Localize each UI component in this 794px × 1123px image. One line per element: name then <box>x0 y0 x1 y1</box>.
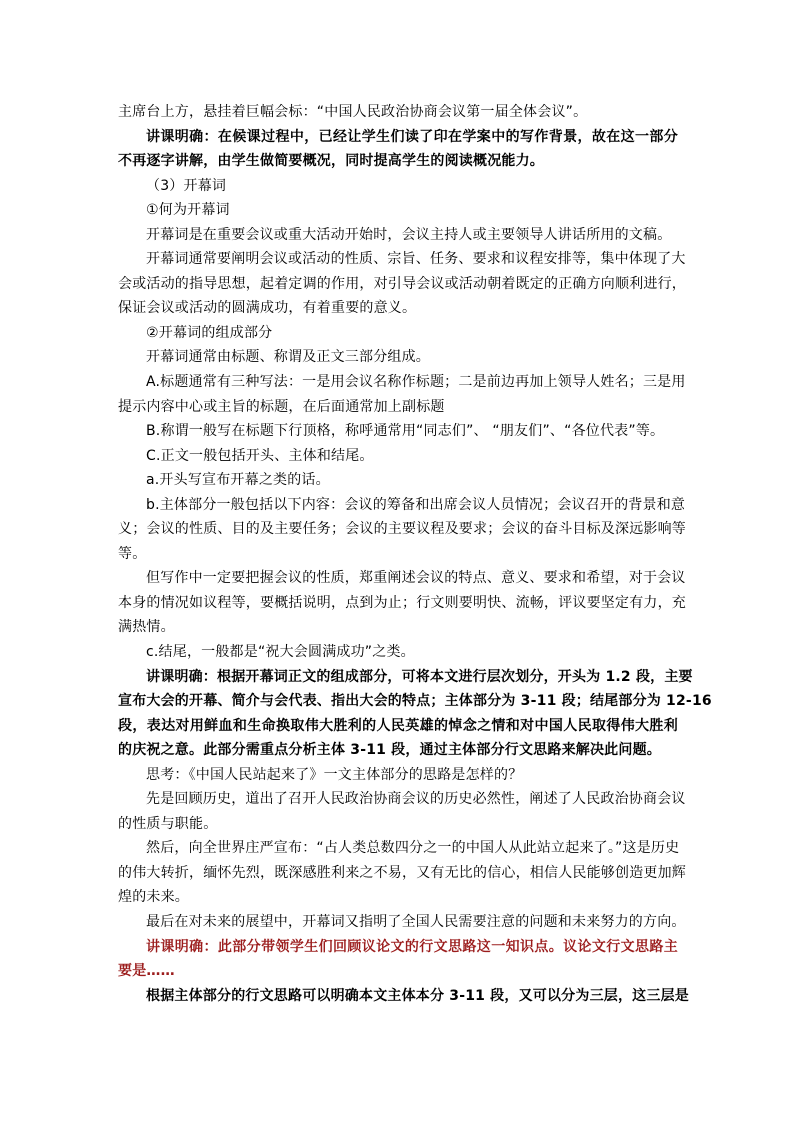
lecture-note-line: 的庆祝之意。此部分需重点分析主体 3-11 段，通过主体部分行文思路来解决此问题。 <box>118 742 661 758</box>
paragraph-line: a.开头写宣布开幕之类的话。 <box>146 472 330 488</box>
paragraph-line: 开幕词是在重要会议或重大活动开始时，会议主持人或主要领导人讲话所用的文稿。 <box>146 227 672 243</box>
lecture-note-line: 段，表达对用鲜血和生命换取伟大胜利的人民英雄的悼念之情和对中国人民取得伟大胜利 <box>118 718 678 734</box>
paragraph-line: A.标题通常有三种写法：一是用会议名称作标题；二是前边再加上领导人姓名；三是用 <box>146 374 686 390</box>
paragraph-line: 义；会议的性质、目的及主要任务；会议的主要议程及要求；会议的奋斗目标及深远影响等 <box>118 521 686 537</box>
paragraph-line: 的性质与职能。 <box>118 816 218 832</box>
paragraph-line: 满热情。 <box>118 619 175 635</box>
paragraph-line-bold: 根据主体部分的行文思路可以明确本文主体本分 3-11 段，又可以分为三层，这三层是 <box>146 988 689 1004</box>
paragraph-line: 保证会议或活动的圆满成功，有着重要的意义。 <box>118 300 417 316</box>
paragraph-line: 等。 <box>118 546 147 562</box>
lecture-note-line: 讲课明确：在候课过程中，已经让学生们读了印在学案中的写作背景，故在这一部分 <box>146 129 678 145</box>
paragraph-line: 开幕词通常由标题、称谓及正文三部分组成。 <box>146 349 430 365</box>
paragraph-line: 会或活动的指导思想，起着定调的作用，对引导会议或活动朝着既定的正确方向顺利进行， <box>118 276 686 292</box>
paragraph-line: 主席台上方，悬挂着巨幅会标：“中国人民政治协商会议第一届全体会议”。 <box>118 104 588 120</box>
question-line: 思考：《中国人民站起来了》一文主体部分的思路是怎样的？ <box>146 767 523 783</box>
paragraph-line: 煌的未来。 <box>118 889 189 905</box>
paragraph-line: 提示内容中心或主旨的标题，在后面通常加上副标题 <box>118 399 445 415</box>
lecture-note-line-red: 要是…… <box>118 963 175 979</box>
lecture-note-line: 宣布大会的开幕、简介与会代表、指出大会的特点；主体部分为 3-11 段；结尾部分为 12-16 <box>118 693 712 709</box>
lecture-note-line: 讲课明确：根据开幕词正文的组成部分，可将本文进行层次划分，开头为 1.2 段，主要 <box>146 669 693 685</box>
subsection-heading: ②开幕词的组成部分 <box>146 325 273 341</box>
paragraph-line: 先是回顾历史，道出了召开人民政治协商会议的历史必然性，阐述了人民政治协商会议 <box>146 791 686 807</box>
paragraph-line: c.结尾，一般都是“祝大会圆满成功”之类。 <box>146 644 415 660</box>
lecture-note-line: 不再逐字讲解，由学生做简要概况，同时提高学生的阅读概况能力。 <box>118 153 544 169</box>
paragraph-line: B.称谓一般写在标题下行顶格，称呼通常用“同志们”、 “朋友们”、“各位代表”等。 <box>146 423 665 439</box>
paragraph-line: b.主体部分一般包括以下内容：会议的筹备和出席会议人员情况；会议召开的背景和意 <box>146 497 686 513</box>
paragraph-line: 本身的情况如议程等，要概括说明，点到为止；行文则要明快、流畅，评议要坚定有力，充 <box>118 595 686 611</box>
paragraph-line: 最后在对未来的展望中，开幕词又指明了全国人民需要注意的问题和未来努力的方向。 <box>146 914 686 930</box>
paragraph-line: C.正文一般包括开头、主体和结尾。 <box>146 448 374 464</box>
paragraph-line: 开幕词通常要阐明会议或活动的性质、宗旨、任务、要求和议程安排等，集中体现了大 <box>146 251 686 267</box>
paragraph-line: 但写作中一定要把握会议的性质，郑重阐述会议的特点、意义、要求和希望，对于会议 <box>146 570 686 586</box>
lecture-note-line-red: 讲课明确：此部分带领学生们回顾议论文的行文思路这一知识点。议论文行文思路主 <box>146 939 678 955</box>
section-heading: （3）开幕词 <box>146 178 227 194</box>
subsection-heading: ①何为开幕词 <box>146 202 230 218</box>
paragraph-line: 然后，向全世界庄严宣布：“占人类总数四分之一的中国人从此站立起来了。”这是历史 <box>146 840 680 856</box>
paragraph-line: 的伟大转折，缅怀先烈，既深感胜利来之不易，又有无比的信心，相信人民能够创造更加辉 <box>118 865 686 881</box>
